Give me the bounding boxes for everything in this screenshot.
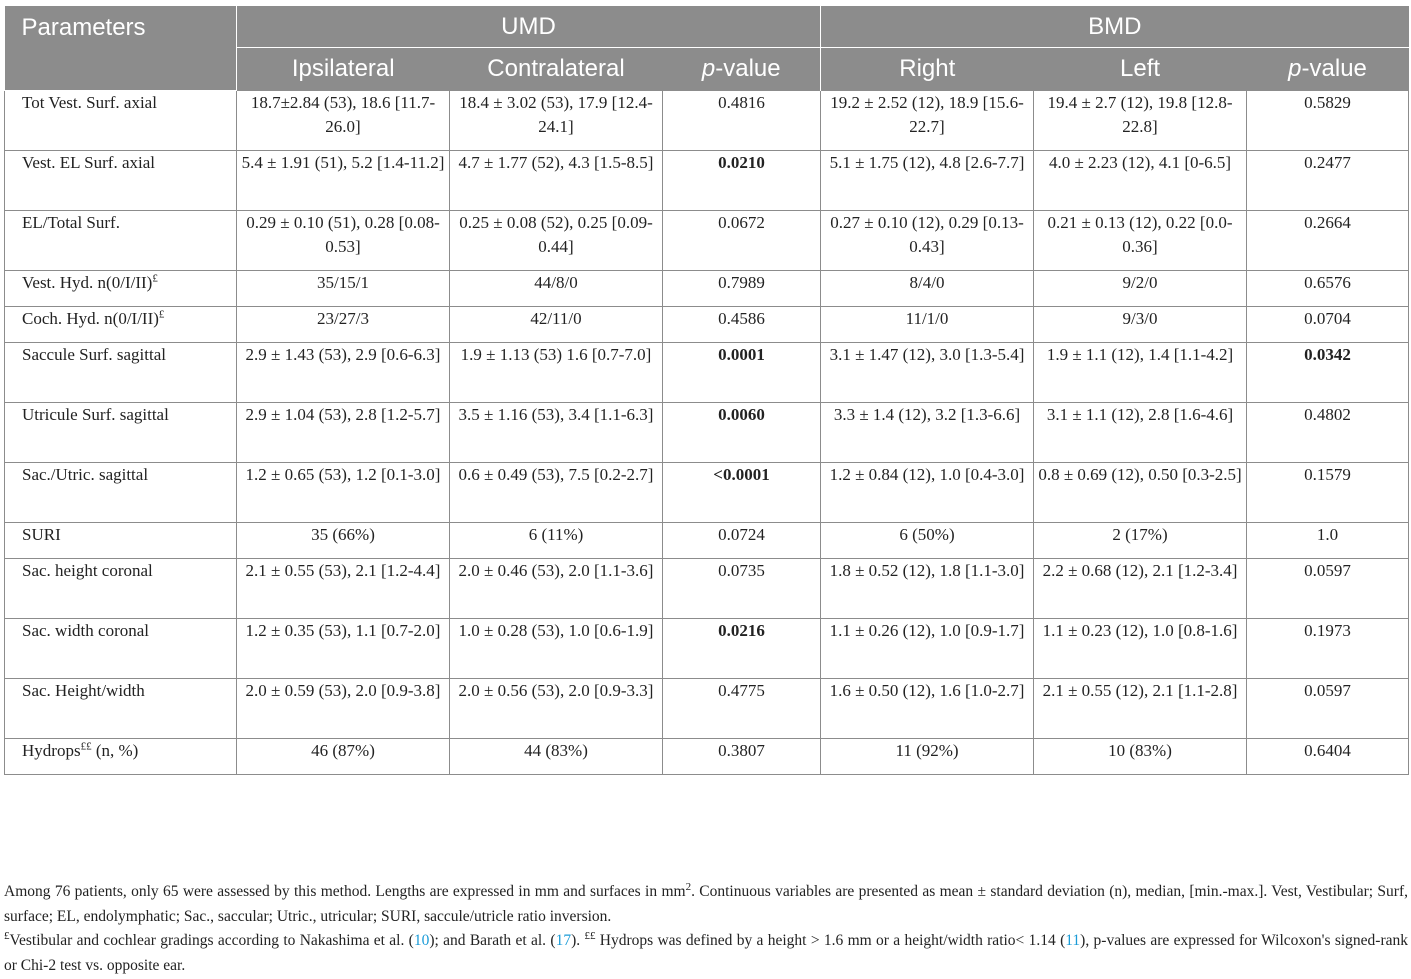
reference-link[interactable]: 11 <box>1065 932 1081 949</box>
bmd-p-value-cell: 0.2477 <box>1247 151 1409 211</box>
contralateral-cell: 0.6 ± 0.49 (53), 7.5 [0.2-2.7] <box>450 463 663 523</box>
contralateral-cell: 44 (83%) <box>450 739 663 775</box>
table-row <box>5 211 1409 271</box>
left-cell: 0.21 ± 0.13 (12), 0.22 [0.0-0.36] <box>1034 211 1247 271</box>
bmd-header: BMD <box>821 6 1409 48</box>
row-label: Sac. Height/width <box>5 679 237 739</box>
table-row <box>5 619 1409 679</box>
bmd-p-value-cell: 0.0597 <box>1247 559 1409 619</box>
umd-p-value-cell: 0.0001 <box>663 343 821 403</box>
contralateral-cell: 2.0 ± 0.46 (53), 2.0 [1.1-3.6] <box>450 559 663 619</box>
ipsilateral-cell: 35 (66%) <box>237 523 450 559</box>
table-row <box>5 403 1409 463</box>
ipsilateral-cell: 23/27/3 <box>237 307 450 343</box>
contralateral-cell: 1.9 ± 1.13 (53) 1.6 [0.7-7.0] <box>450 343 663 403</box>
table-row <box>5 151 1409 211</box>
umd-p-value-cell: 0.4816 <box>663 91 821 151</box>
umd-p-value-cell: 0.4586 <box>663 307 821 343</box>
bmd-p-value-cell: 0.5829 <box>1247 91 1409 151</box>
table-row <box>5 343 1409 403</box>
bmd-p-value-cell: 1.0 <box>1247 523 1409 559</box>
bmd-p-value-cell: 0.0597 <box>1247 679 1409 739</box>
right-cell: 11/1/0 <box>821 307 1034 343</box>
left-cell: 10 (83%) <box>1034 739 1247 775</box>
right-cell: 1.2 ± 0.84 (12), 1.0 [0.4-3.0] <box>821 463 1034 523</box>
table-row <box>5 307 1409 343</box>
row-label: Sac. height coronal <box>5 559 237 619</box>
left-cell: 2.2 ± 0.68 (12), 2.1 [1.2-3.4] <box>1034 559 1247 619</box>
right-cell: 3.3 ± 1.4 (12), 3.2 [1.3-6.6] <box>821 403 1034 463</box>
left-cell: 4.0 ± 2.23 (12), 4.1 [0-6.5] <box>1034 151 1247 211</box>
ipsilateral-cell: 1.2 ± 0.65 (53), 1.2 [0.1-3.0] <box>237 463 450 523</box>
table-row <box>5 271 1409 307</box>
contralateral-cell: 3.5 ± 1.16 (53), 3.4 [1.1-6.3] <box>450 403 663 463</box>
header-row-groups <box>5 6 1409 48</box>
right-cell: 11 (92%) <box>821 739 1034 775</box>
ipsilateral-cell: 35/15/1 <box>237 271 450 307</box>
umd-p-value-cell: 0.0724 <box>663 523 821 559</box>
bmd-p-value-cell: 0.4802 <box>1247 403 1409 463</box>
right-cell: 19.2 ± 2.52 (12), 18.9 [15.6-22.7] <box>821 91 1034 151</box>
umd-p-value-header <box>663 48 821 91</box>
right-header: Right <box>821 48 1034 91</box>
left-cell: 2.1 ± 0.55 (12), 2.1 [1.1-2.8] <box>1034 679 1247 739</box>
bmd-p-value-cell: 0.0342 <box>1247 343 1409 403</box>
ipsilateral-cell: 2.9 ± 1.04 (53), 2.8 [1.2-5.7] <box>237 403 450 463</box>
umd-p-value-cell: 0.0216 <box>663 619 821 679</box>
row-label: Utricule Surf. sagittal <box>5 403 237 463</box>
row-label: Coch. Hyd. n(0/I/II)£ <box>5 307 237 343</box>
left-header: Left <box>1034 48 1247 91</box>
contralateral-cell: 0.25 ± 0.08 (52), 0.25 [0.09-0.44] <box>450 211 663 271</box>
row-label: Vest. Hyd. n(0/I/II)£ <box>5 271 237 307</box>
footnote-gradings: £Vestibular and cochlear gradings according to Nakashima et al. (10); and Barath et al. (17). ££ Hydrops was defined by a height > 1.6 mm or a height/width ratio< 1.14 (11), p-values are expressed for Wilcoxon's signed-rank or Chi-2 test vs. opposite ear. <box>4 929 1409 974</box>
footnote-abbreviations: Among 76 patients, only 65 were assessed by this method. Lengths are expressed in mm and surfaces in $mm^2$. Continuous variables are presented as mean ± standard deviation (n), median, [min.-max.]. Vest, Vestibular; Surf, surface; EL, endolymphatic; Sac., saccular; Utric., utricular; SURI, saccule/utricle ratio inversion. <box>4 880 1408 925</box>
p-rest: -value <box>1301 55 1367 82</box>
ipsilateral-header: Ipsilateral <box>237 48 450 91</box>
right-cell: 8/4/0 <box>821 271 1034 307</box>
contralateral-header: Contralateral <box>450 48 663 91</box>
right-cell: 0.27 ± 0.10 (12), 0.29 [0.13-0.43] <box>821 211 1034 271</box>
contralateral-cell: 18.4 ± 3.02 (53), 17.9 [12.4-24.1] <box>450 91 663 151</box>
table-row <box>5 91 1409 151</box>
right-cell: 1.8 ± 0.52 (12), 1.8 [1.1-3.0] <box>821 559 1034 619</box>
bmd-p-value-cell: 0.1579 <box>1247 463 1409 523</box>
contralateral-cell: 44/8/0 <box>450 271 663 307</box>
ipsilateral-cell: 46 (87%) <box>237 739 450 775</box>
row-label: SURI <box>5 523 237 559</box>
contralateral-cell: 2.0 ± 0.56 (53), 2.0 [0.9-3.3] <box>450 679 663 739</box>
row-label: Saccule Surf. sagittal <box>5 343 237 403</box>
ipsilateral-cell: 0.29 ± 0.10 (51), 0.28 [0.08-0.53] <box>237 211 450 271</box>
bmd-p-value-cell: 0.1973 <box>1247 619 1409 679</box>
ipsilateral-cell: 18.7±2.84 (53), 18.6 [11.7-26.0] <box>237 91 450 151</box>
bmd-p-value-cell: 0.2664 <box>1247 211 1409 271</box>
contralateral-cell: 42/11/0 <box>450 307 663 343</box>
contralateral-cell: 4.7 ± 1.77 (52), 4.3 [1.5-8.5] <box>450 151 663 211</box>
table-row <box>5 463 1409 523</box>
row-label: Sac./Utric. sagittal <box>5 463 237 523</box>
left-cell: 2 (17%) <box>1034 523 1247 559</box>
row-label: Vest. EL Surf. axial <box>5 151 237 211</box>
left-cell: 3.1 ± 1.1 (12), 2.8 [1.6-4.6] <box>1034 403 1247 463</box>
table-row <box>5 739 1409 775</box>
left-cell: 1.9 ± 1.1 (12), 1.4 [1.1-4.2] <box>1034 343 1247 403</box>
bmd-p-value-header <box>1247 48 1409 91</box>
ipsilateral-cell: 1.2 ± 0.35 (53), 1.1 [0.7-2.0] <box>237 619 450 679</box>
parameters-header: Parameters <box>5 6 237 91</box>
umd-p-value-cell: <0.0001 <box>663 463 821 523</box>
umd-p-value-cell: 0.4775 <box>663 679 821 739</box>
p-rest: -value <box>715 55 781 82</box>
row-label: Hydrops££ (n, %) <box>5 739 237 775</box>
left-cell: 9/3/0 <box>1034 307 1247 343</box>
row-label: Tot Vest. Surf. axial <box>5 91 237 151</box>
bmd-p-value-cell: 0.0704 <box>1247 307 1409 343</box>
umd-header: UMD <box>237 6 821 48</box>
right-cell: 5.1 ± 1.75 (12), 4.8 [2.6-7.7] <box>821 151 1034 211</box>
ipsilateral-cell: 2.9 ± 1.43 (53), 2.9 [0.6-6.3] <box>237 343 450 403</box>
umd-p-value-cell: 0.0060 <box>663 403 821 463</box>
contralateral-cell: 6 (11%) <box>450 523 663 559</box>
umd-p-value-cell: 0.7989 <box>663 271 821 307</box>
results-table <box>4 6 1409 775</box>
ipsilateral-cell: 5.4 ± 1.91 (51), 5.2 [1.4-11.2] <box>237 151 450 211</box>
right-cell: 6 (50%) <box>821 523 1034 559</box>
table-row <box>5 523 1409 559</box>
reference-link[interactable]: 17 <box>555 932 572 949</box>
left-cell: 0.8 ± 0.69 (12), 0.50 [0.3-2.5] <box>1034 463 1247 523</box>
reference-link[interactable]: 10 <box>413 932 430 949</box>
umd-p-value-cell: 0.3807 <box>663 739 821 775</box>
p-italic: p <box>1288 55 1302 82</box>
umd-p-value-cell: 0.0735 <box>663 559 821 619</box>
ipsilateral-cell: 2.0 ± 0.59 (53), 2.0 [0.9-3.8] <box>237 679 450 739</box>
table-footnotes <box>4 880 1408 978</box>
contralateral-cell: 1.0 ± 0.28 (53), 1.0 [0.6-1.9] <box>450 619 663 679</box>
row-label: Sac. width coronal <box>5 619 237 679</box>
row-label: EL/Total Surf. <box>5 211 237 271</box>
left-cell: 19.4 ± 2.7 (12), 19.8 [12.8-22.8] <box>1034 91 1247 151</box>
left-cell: 1.1 ± 0.23 (12), 1.0 [0.8-1.6] <box>1034 619 1247 679</box>
right-cell: 3.1 ± 1.47 (12), 3.0 [1.3-5.4] <box>821 343 1034 403</box>
table-row <box>5 679 1409 739</box>
left-cell: 9/2/0 <box>1034 271 1247 307</box>
bmd-p-value-cell: 0.6404 <box>1247 739 1409 775</box>
p-italic: p <box>701 55 716 82</box>
ipsilateral-cell: 2.1 ± 0.55 (53), 2.1 [1.2-4.4] <box>237 559 450 619</box>
bmd-p-value-cell: 0.6576 <box>1247 271 1409 307</box>
umd-p-value-cell: 0.0672 <box>663 211 821 271</box>
table-row <box>5 559 1409 619</box>
right-cell: 1.6 ± 0.50 (12), 1.6 [1.0-2.7] <box>821 679 1034 739</box>
right-cell: 1.1 ± 0.26 (12), 1.0 [0.9-1.7] <box>821 619 1034 679</box>
umd-p-value-cell: 0.0210 <box>663 151 821 211</box>
